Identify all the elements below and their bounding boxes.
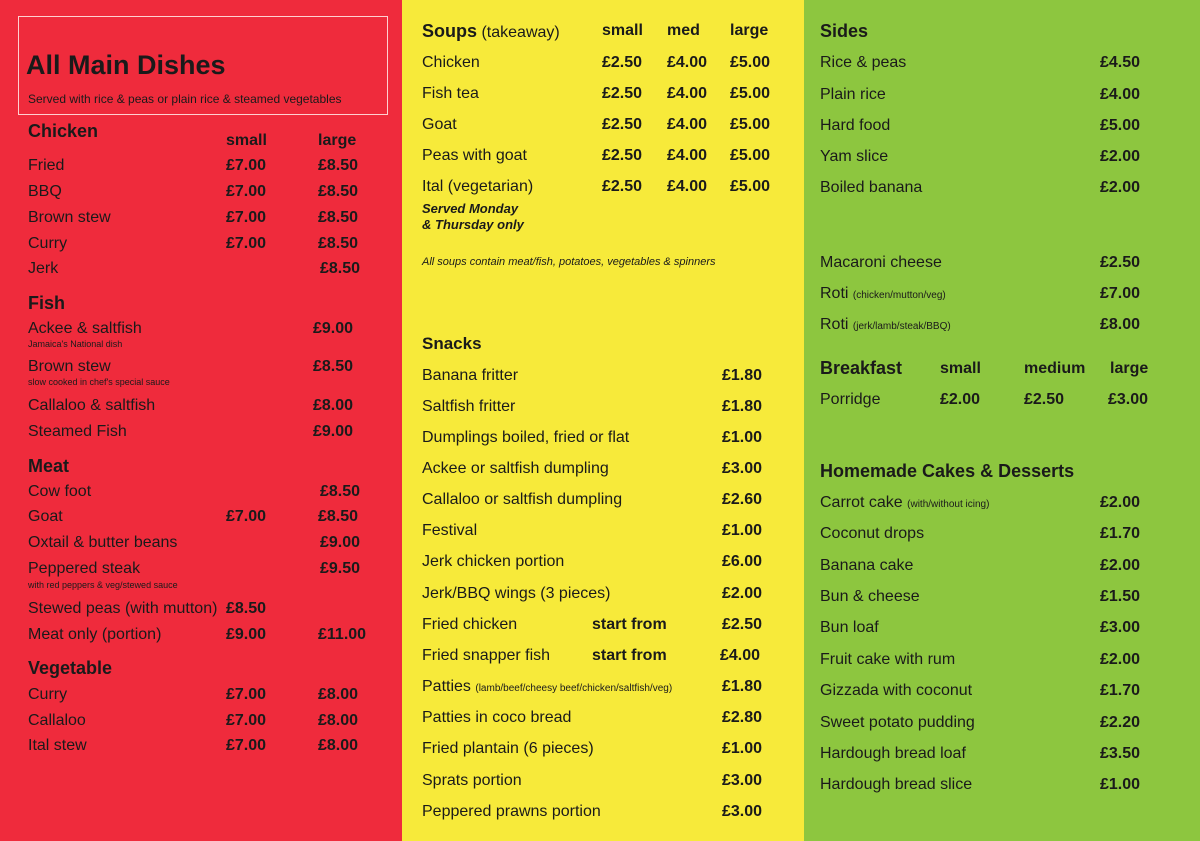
price: £1.00 <box>722 429 763 446</box>
price-med: £4.00 <box>667 54 708 71</box>
price: £4.00 <box>1100 86 1141 103</box>
soups-snacks-column <box>402 0 804 841</box>
price: £1.70 <box>1100 682 1141 699</box>
menu-item-name: Ital (vegetarian) <box>422 178 534 195</box>
menu-item-name: Brown stew <box>28 209 111 226</box>
section-heading-snacks: Snacks <box>422 334 482 353</box>
menu-item-detail: (chicken/mutton/veg) <box>852 290 946 301</box>
price: £2.00 <box>1100 494 1141 511</box>
price: £7.00 <box>1100 285 1141 302</box>
price-large: £9.00 <box>320 534 361 551</box>
price-large: £5.00 <box>730 116 771 133</box>
menu-item-name: Bun & cheese <box>820 588 920 605</box>
soups-heading-group <box>422 21 560 42</box>
column-header-large: large <box>1110 360 1149 377</box>
price: £9.00 <box>313 423 354 440</box>
section-heading-meat: Meat <box>28 456 70 476</box>
price: £9.00 <box>313 320 354 337</box>
menu-item-name: Saltfish fritter <box>422 398 516 415</box>
price: £1.80 <box>722 678 763 695</box>
menu-item-name: Callaloo or saltfish dumpling <box>422 491 623 508</box>
section-heading-soups: Soups <box>422 21 478 41</box>
patties-row <box>422 678 672 696</box>
price-large: £5.00 <box>730 54 771 71</box>
menu-item-name: Peppered steak <box>28 560 141 577</box>
price: £6.00 <box>722 553 763 570</box>
menu-item-name: Gizzada with coconut <box>820 682 973 699</box>
menu-item-name: Ital stew <box>28 737 87 754</box>
menu-item-name: Banana fritter <box>422 367 519 384</box>
price-large: £8.50 <box>320 260 361 277</box>
menu-item-name: Peas with goat <box>422 147 527 164</box>
menu-item-name: Porridge <box>820 391 881 408</box>
menu-item-name: Roti <box>820 285 849 302</box>
price: £2.60 <box>722 491 763 508</box>
price: £3.50 <box>1100 745 1141 762</box>
menu-item-name: Coconut drops <box>820 525 925 542</box>
price-small: £2.50 <box>602 116 643 133</box>
price: £1.00 <box>1100 776 1141 793</box>
price-large: £8.00 <box>318 712 359 729</box>
menu-item-name: Curry <box>28 235 68 252</box>
menu-item-name: Dumplings boiled, fried or flat <box>422 429 630 446</box>
price-small: £2.50 <box>602 85 643 102</box>
menu-item-name: Goat <box>28 508 63 525</box>
section-heading-fish: Fish <box>28 293 66 313</box>
menu-item-name: Festival <box>422 522 478 539</box>
price: £3.00 <box>722 460 763 477</box>
menu-item-name: Jerk/BBQ wings (3 pieces) <box>422 585 611 602</box>
menu-item-name: Roti <box>820 316 849 333</box>
roti-row <box>820 316 951 334</box>
menu-item-note: with red peppers & veg/stewed sauce <box>28 580 178 590</box>
section-heading-chicken: Chicken <box>28 121 99 141</box>
column-header-small: small <box>602 22 643 39</box>
start-from-label: start from <box>592 616 667 633</box>
menu-item-name: Fried <box>28 157 65 174</box>
menu-item-name: Cow foot <box>28 483 92 500</box>
menu-item-name: BBQ <box>28 183 62 200</box>
price: £1.00 <box>722 740 763 757</box>
menu-item-detail: (lamb/beef/cheesy beef/chicken/saltfish/veg) <box>475 683 673 694</box>
price-small: £2.50 <box>602 54 643 71</box>
menu-item-name: Carrot cake <box>820 494 903 511</box>
menu-item-name: Oxtail & butter beans <box>28 534 178 551</box>
price-small: £7.00 <box>226 157 267 174</box>
price: £2.00 <box>1100 179 1141 196</box>
menu-item-name: Fried plantain (6 pieces) <box>422 740 594 757</box>
soup-served-note-line1: Served Monday <box>422 201 519 216</box>
price-large: £8.50 <box>318 508 359 525</box>
price: £2.20 <box>1100 714 1141 731</box>
price: £2.00 <box>1100 651 1141 668</box>
column-header-small: small <box>226 132 267 149</box>
price-small: £8.50 <box>226 600 267 617</box>
menu-item-name: Fried snapper fish <box>422 647 551 664</box>
price-small: £7.00 <box>226 235 267 252</box>
price: £3.00 <box>722 772 763 789</box>
price-large: £8.00 <box>318 737 359 754</box>
price-large: £8.50 <box>320 483 361 500</box>
price: £4.00 <box>720 647 761 664</box>
carrot-cake-row <box>820 494 989 512</box>
menu-item-name: Patties in coco bread <box>422 709 572 726</box>
price-large: £8.50 <box>318 157 359 174</box>
column-header-large: large <box>730 22 769 39</box>
menu-item-name: Fish tea <box>422 85 479 102</box>
price-small: £2.00 <box>940 391 981 408</box>
column-header-small: small <box>940 360 981 377</box>
price-large: £5.00 <box>730 178 771 195</box>
menu-item-detail: (with/without icing) <box>907 499 990 510</box>
menu-item-name: Rice & peas <box>820 54 907 71</box>
price-large: £8.00 <box>318 686 359 703</box>
column-header-medium: medium <box>1024 360 1086 377</box>
price: £8.00 <box>313 397 354 414</box>
price-med: £4.00 <box>667 116 708 133</box>
price: £1.80 <box>722 367 763 384</box>
price-small: £7.00 <box>226 508 267 525</box>
menu-item-name: Callaloo & saltfish <box>28 397 156 414</box>
price-small: £7.00 <box>226 712 267 729</box>
menu-item-name: Patties <box>422 678 471 695</box>
menu-item-name: Callaloo <box>28 712 86 729</box>
menu-item-name: Sweet potato pudding <box>820 714 975 731</box>
price: £2.00 <box>722 585 763 602</box>
price-small: £7.00 <box>226 209 267 226</box>
price: £2.50 <box>722 616 763 633</box>
menu-item-name: Yam slice <box>820 148 889 165</box>
price-med: £4.00 <box>667 147 708 164</box>
menu-item-name: Curry <box>28 686 68 703</box>
price-med: £4.00 <box>667 178 708 195</box>
price: £5.00 <box>1100 117 1141 134</box>
price: £1.00 <box>722 522 763 539</box>
menu-item-name: Fried chicken <box>422 616 518 633</box>
section-heading-sides: Sides <box>820 21 869 41</box>
menu-item-name: Chicken <box>422 54 480 71</box>
page-title: All Main Dishes <box>26 50 226 80</box>
column-header-large: large <box>318 132 357 149</box>
price: £8.50 <box>313 358 354 375</box>
menu-item-name: Ackee or saltfish dumpling <box>422 460 609 477</box>
menu-item-name: Hardough bread slice <box>820 776 973 793</box>
price: £3.00 <box>722 803 763 820</box>
menu-item-name: Peppered prawns portion <box>422 803 601 820</box>
section-heading-vegetable: Vegetable <box>28 658 113 678</box>
price-small: £7.00 <box>226 686 267 703</box>
menu-item-name: Stewed peas (with mutton) <box>28 600 218 617</box>
menu-item-note: Jamaica's National dish <box>28 339 123 349</box>
menu-item-name: Ackee & saltfish <box>28 320 142 337</box>
price: £2.50 <box>1100 254 1141 271</box>
menu-item-name: Brown stew <box>28 358 111 375</box>
price: £1.80 <box>722 398 763 415</box>
section-heading-breakfast: Breakfast <box>820 358 903 378</box>
menu-item-name: Boiled banana <box>820 179 923 196</box>
menu-item-name: Jerk <box>28 260 59 277</box>
price-large: £9.50 <box>320 560 361 577</box>
price: £1.50 <box>1100 588 1141 605</box>
price-large: £3.00 <box>1108 391 1149 408</box>
soups-heading-suffix: (takeaway) <box>481 24 560 41</box>
menu-item-name: Hardough bread loaf <box>820 745 966 762</box>
menu-item-name: Hard food <box>820 117 891 134</box>
column-header-med: med <box>667 22 700 39</box>
price-medium: £2.50 <box>1024 391 1065 408</box>
price-large: £5.00 <box>730 147 771 164</box>
price: £1.70 <box>1100 525 1141 542</box>
price-small: £7.00 <box>226 183 267 200</box>
price: £2.00 <box>1100 148 1141 165</box>
section-heading-cakes: Homemade Cakes & Desserts <box>820 461 1075 481</box>
menu-item-name: Goat <box>422 116 457 133</box>
price-small: £9.00 <box>226 626 267 643</box>
price-large: £11.00 <box>318 626 367 643</box>
menu-item-name: Plain rice <box>820 86 886 103</box>
price: £8.00 <box>1100 316 1141 333</box>
price: £4.50 <box>1100 54 1141 71</box>
menu-item-name: Sprats portion <box>422 772 522 789</box>
menu-item-detail: (jerk/lamb/steak/BBQ) <box>852 321 951 332</box>
soups-footnote: All soups contain meat/fish, potatoes, vegetables & spinners <box>422 256 716 268</box>
price: £2.80 <box>722 709 763 726</box>
roti-row <box>820 285 946 303</box>
price-large: £8.50 <box>318 209 359 226</box>
start-from-label: start from <box>592 647 667 664</box>
menu-item-name: Steamed Fish <box>28 423 127 440</box>
price: £3.00 <box>1100 619 1141 636</box>
page-subtitle: Served with rice & peas or plain rice & steamed vegetables <box>28 92 342 106</box>
menu-item-name: Meat only (portion) <box>28 626 162 643</box>
soup-served-note-line2: & Thursday only <box>422 217 524 232</box>
price-small: £2.50 <box>602 178 643 195</box>
menu-item-name: Banana cake <box>820 557 914 574</box>
menu-item-name: Bun loaf <box>820 619 879 636</box>
price-large: £8.50 <box>318 235 359 252</box>
price-small: £7.00 <box>226 737 267 754</box>
menu-item-name: Fruit cake with rum <box>820 651 956 668</box>
price: £2.00 <box>1100 557 1141 574</box>
menu-item-name: Jerk chicken portion <box>422 553 565 570</box>
price-large: £8.50 <box>318 183 359 200</box>
sides-desserts-column <box>804 0 1200 841</box>
price-med: £4.00 <box>667 85 708 102</box>
price-large: £5.00 <box>730 85 771 102</box>
main-dishes-column <box>0 0 402 841</box>
menu-item-note: slow cooked in chef's special sauce <box>28 377 170 387</box>
price-small: £2.50 <box>602 147 643 164</box>
menu-item-name: Macaroni cheese <box>820 254 942 271</box>
